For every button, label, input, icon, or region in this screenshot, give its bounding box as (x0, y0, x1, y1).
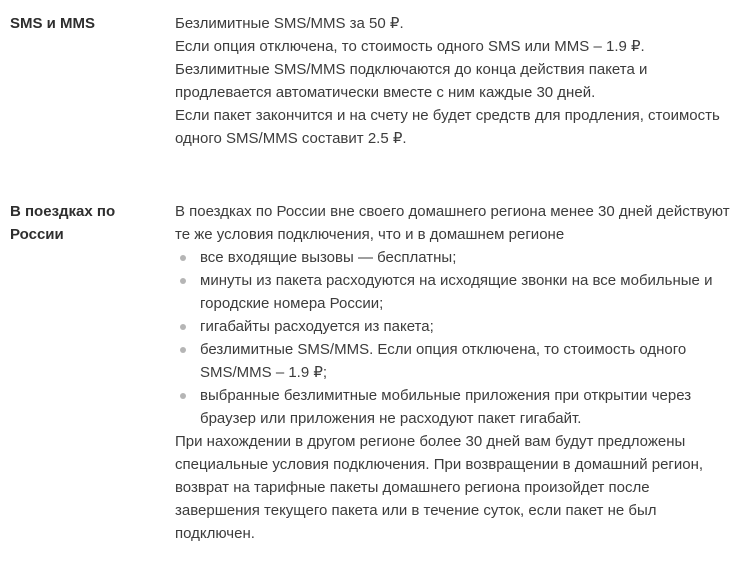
paragraph (175, 12, 735, 58)
tariff-sections (0, 12, 737, 545)
bullet-icon (180, 255, 186, 261)
tariff-section-row (0, 12, 737, 150)
section-content (175, 12, 737, 150)
paragraph (175, 430, 735, 545)
section-content (175, 200, 737, 545)
text-line: При нахождении в другом регионе более 30 дней вам будут предложены специальные условия подключения. При возвращении в домашний регион, возврат на тарифные пакеты домашнего региона произойдет после завершения текущего пакета или в течение суток, если пакет не был подключен. (175, 433, 704, 542)
list-item-text: все входящие вызовы — бесплатны; (200, 249, 457, 266)
list-item (175, 269, 735, 315)
list-item (175, 384, 735, 430)
bullet-icon (180, 324, 186, 330)
list-item-text: безлимитные SMS/MMS. Если опция отключена, то стоимость одного SMS/MMS – 1.9 ₽; (200, 341, 687, 381)
text-line: Безлимитные SMS/MMS подключаются до конца действия пакета и продлевается автоматически вместе с ним каждые 30 дней. (175, 61, 648, 101)
tariff-details-document (0, 12, 737, 545)
bullet-icon (180, 393, 186, 399)
list-item-text: выбранные безлимитные мобильные приложения при открытии через браузер или приложения не расходуют пакет гигабайт. (200, 387, 692, 427)
bullet-list (175, 246, 735, 430)
bullet-icon (180, 278, 186, 284)
list-item (175, 338, 735, 384)
list-item-text: гигабайты расходуется из пакета; (200, 318, 434, 335)
tariff-section-row (0, 200, 737, 545)
bullet-icon (180, 347, 186, 353)
text-line: Если пакет закончится и на счету не будет средств для продления, стоимость одного SMS/MMS составит 2.5 ₽. (175, 107, 720, 147)
list-item-text: минуты из пакета расходуются на исходящие звонки на все мобильные и городские номера России; (200, 272, 713, 312)
text-line: В поездках по России вне своего домашнего региона менее 30 дней действуют те же условия подключения, что и в домашнем регионе (175, 203, 730, 243)
list-item (175, 315, 735, 338)
paragraph (175, 58, 735, 150)
paragraph (175, 200, 735, 246)
section-label: SMS и MMS (10, 15, 96, 32)
section-label: В поездках по России (10, 203, 116, 243)
list-item (175, 246, 735, 269)
text-line: Если опция отключена, то стоимость одного SMS или MMS – 1.9 ₽. (175, 38, 645, 55)
text-line: Безлимитные SMS/MMS за 50 ₽. (175, 15, 404, 32)
